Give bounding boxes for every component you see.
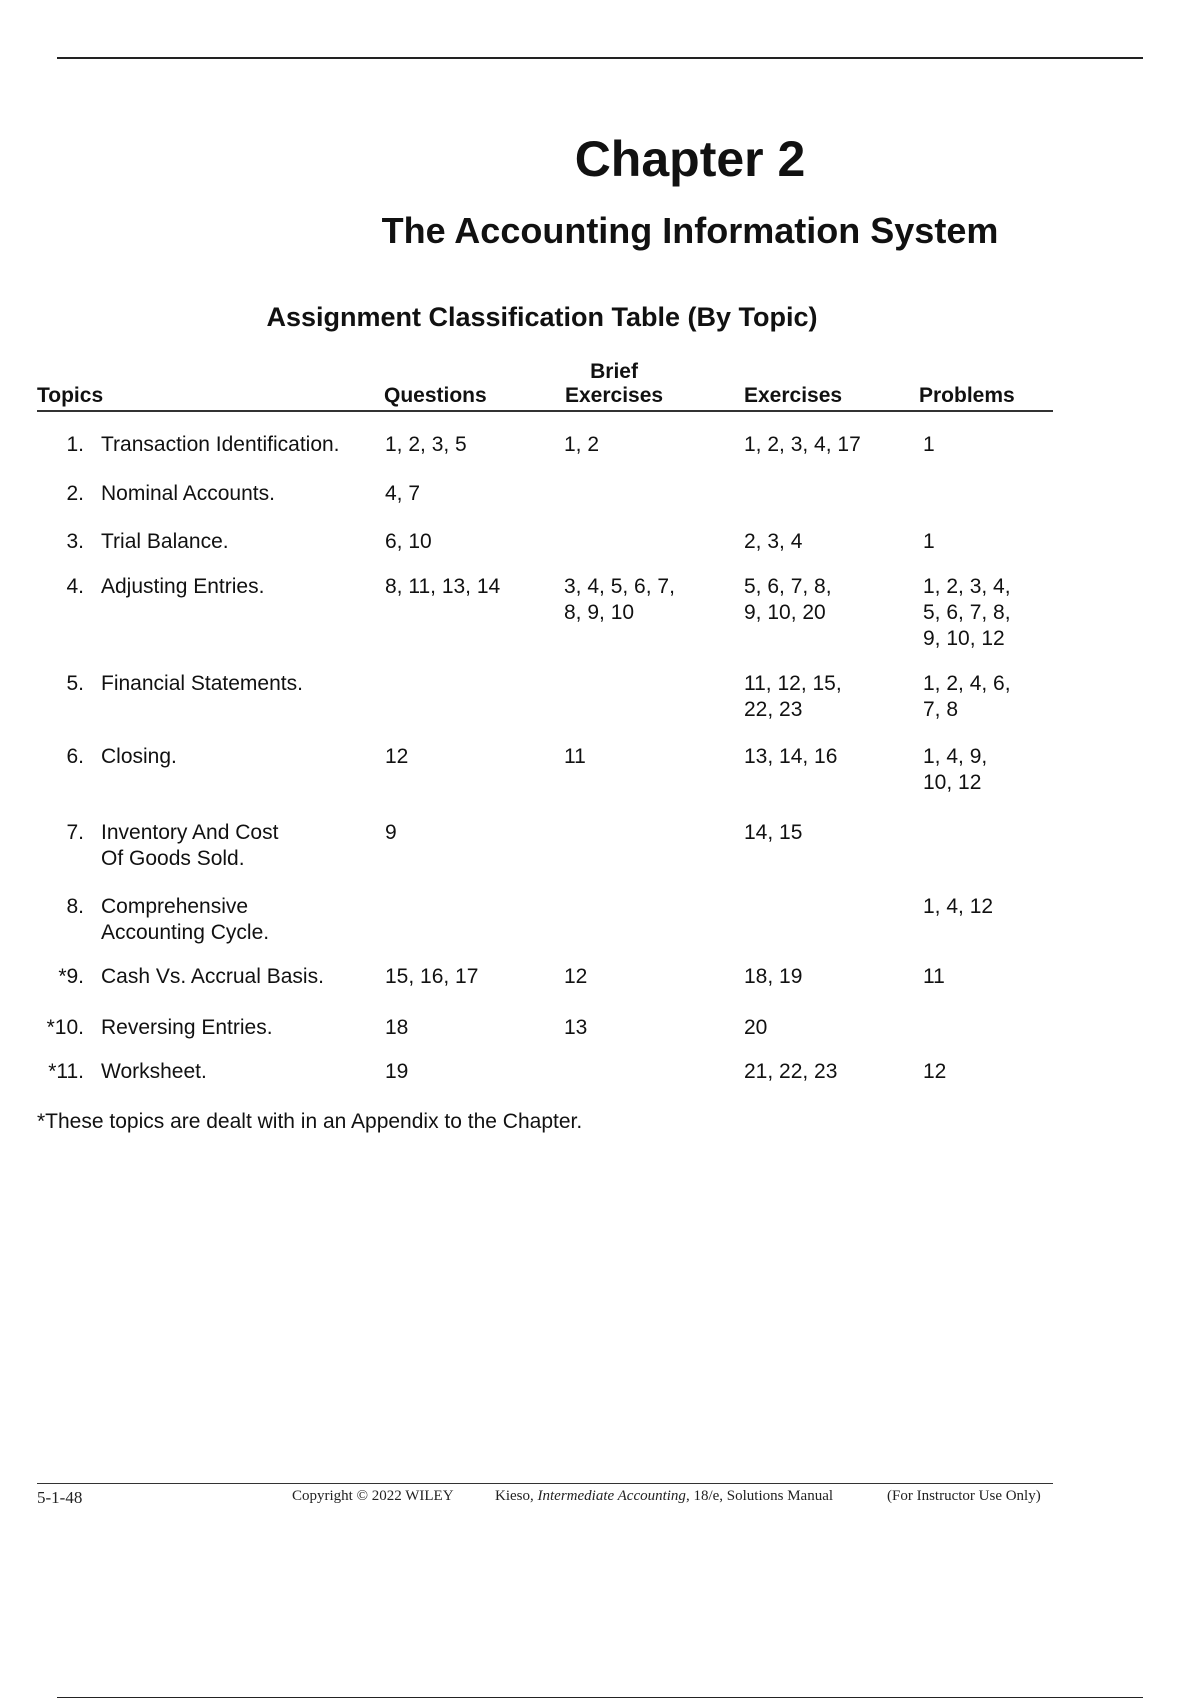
- questions-cell: 6, 10: [385, 530, 432, 553]
- topic-cell: Reversing Entries.: [101, 1016, 273, 1039]
- questions-cell: 15, 16, 17: [385, 965, 479, 988]
- header-problems: Problems: [919, 384, 1015, 407]
- row-number: 2.: [66, 482, 84, 505]
- topic-cell: Cash Vs. Accrual Basis.: [101, 965, 324, 988]
- brief-exercises-cell: 13: [564, 1016, 588, 1039]
- exercises-cell: 14, 15: [744, 821, 803, 844]
- problems-cell: 12: [923, 1060, 947, 1083]
- header-topics: Topics: [37, 384, 104, 407]
- footer-book-edition: , 18/e, Solutions Manual: [685, 1488, 834, 1504]
- topic-cell: Closing.: [101, 745, 177, 768]
- row-number: *11.: [48, 1060, 84, 1083]
- row-number: 5.: [66, 672, 84, 695]
- topic-cell: Inventory And Cost Of Goods Sold.: [101, 821, 279, 870]
- row-number: 6.: [66, 745, 84, 768]
- footer-book: [495, 1488, 833, 1505]
- row-number: *9.: [58, 965, 84, 988]
- exercises-cell: 11, 12, 15, 22, 23: [744, 672, 842, 721]
- problems-cell: 1, 4, 9, 10, 12: [923, 745, 988, 794]
- questions-cell: 19: [385, 1060, 409, 1083]
- exercises-cell: 13, 14, 16: [744, 745, 838, 768]
- brief-exercises-cell: 1, 2: [564, 433, 600, 456]
- header-questions: Questions: [384, 384, 487, 407]
- header-brief-line1: Brief: [590, 360, 638, 383]
- row-number: 4.: [66, 575, 84, 598]
- exercises-cell: 2, 3, 4: [744, 530, 803, 553]
- brief-exercises-cell: 12: [564, 965, 588, 988]
- appendix-note: *These topics are dealt with in an Appendix to the Chapter.: [37, 1110, 583, 1133]
- header-exercises: Exercises: [744, 384, 843, 407]
- questions-cell: 8, 11, 13, 14: [385, 575, 501, 598]
- assignment-table: [37, 355, 1053, 1083]
- footer-usage-note: (For Instructor Use Only): [887, 1488, 1041, 1504]
- questions-cell: 9: [385, 821, 397, 844]
- brief-exercises-cell: 11: [564, 745, 586, 768]
- footer-book-title: Intermediate Accounting: [537, 1488, 686, 1504]
- topic-cell: Worksheet.: [101, 1060, 207, 1083]
- footer-page-number: 5-1-48: [37, 1488, 83, 1507]
- topic-cell: Financial Statements.: [101, 672, 303, 695]
- questions-cell: 18: [385, 1016, 409, 1039]
- problems-cell: 1, 4, 12: [923, 895, 994, 918]
- problems-cell: 11: [923, 965, 945, 988]
- exercises-cell: 1, 2, 3, 4, 17: [744, 433, 861, 456]
- topic-cell: Nominal Accounts.: [101, 482, 275, 505]
- chapter-subtitle: The Accounting Information System: [381, 210, 999, 251]
- chapter-title: Chapter 2: [574, 131, 806, 187]
- problems-cell: 1: [923, 530, 935, 553]
- topic-cell: Transaction Identification.: [101, 433, 340, 456]
- footer-rule: [37, 1483, 1053, 1484]
- topic-cell: Adjusting Entries.: [101, 575, 265, 598]
- header-brief-exercises: [565, 360, 663, 408]
- top-rule: [57, 57, 1143, 59]
- problems-cell: 1: [923, 433, 935, 456]
- brief-exercises-cell: 3, 4, 5, 6, 7, 8, 9, 10: [564, 575, 675, 624]
- table-title: Assignment Classification Table (By Topic): [266, 302, 818, 332]
- questions-cell: 1, 2, 3, 5: [385, 433, 467, 456]
- row-number: 8.: [66, 895, 84, 918]
- questions-cell: 12: [385, 745, 409, 768]
- footer-book-author: Kieso,: [495, 1488, 538, 1504]
- row-number: 3.: [66, 530, 84, 553]
- table-header: [37, 355, 1053, 412]
- problems-cell: 1, 2, 3, 4, 5, 6, 7, 8, 9, 10, 12: [923, 575, 1011, 650]
- exercises-cell: 18, 19: [744, 965, 803, 988]
- exercises-cell: 21, 22, 23: [744, 1060, 838, 1083]
- questions-cell: 4, 7: [385, 482, 421, 505]
- row-number: 7.: [66, 821, 84, 844]
- topic-cell: Comprehensive Accounting Cycle.: [101, 895, 270, 944]
- problems-cell: 1, 2, 4, 6, 7, 8: [923, 672, 1011, 721]
- exercises-cell: 20: [744, 1016, 768, 1039]
- footer-copyright: Copyright © 2022 WILEY: [292, 1488, 454, 1504]
- exercises-cell: 5, 6, 7, 8, 9, 10, 20: [744, 575, 832, 624]
- topic-cell: Trial Balance.: [101, 530, 229, 553]
- row-number: *10.: [46, 1016, 84, 1039]
- row-number: 1.: [66, 433, 84, 456]
- bottom-rule: [57, 1697, 1143, 1698]
- header-brief-line2: Exercises: [565, 384, 664, 407]
